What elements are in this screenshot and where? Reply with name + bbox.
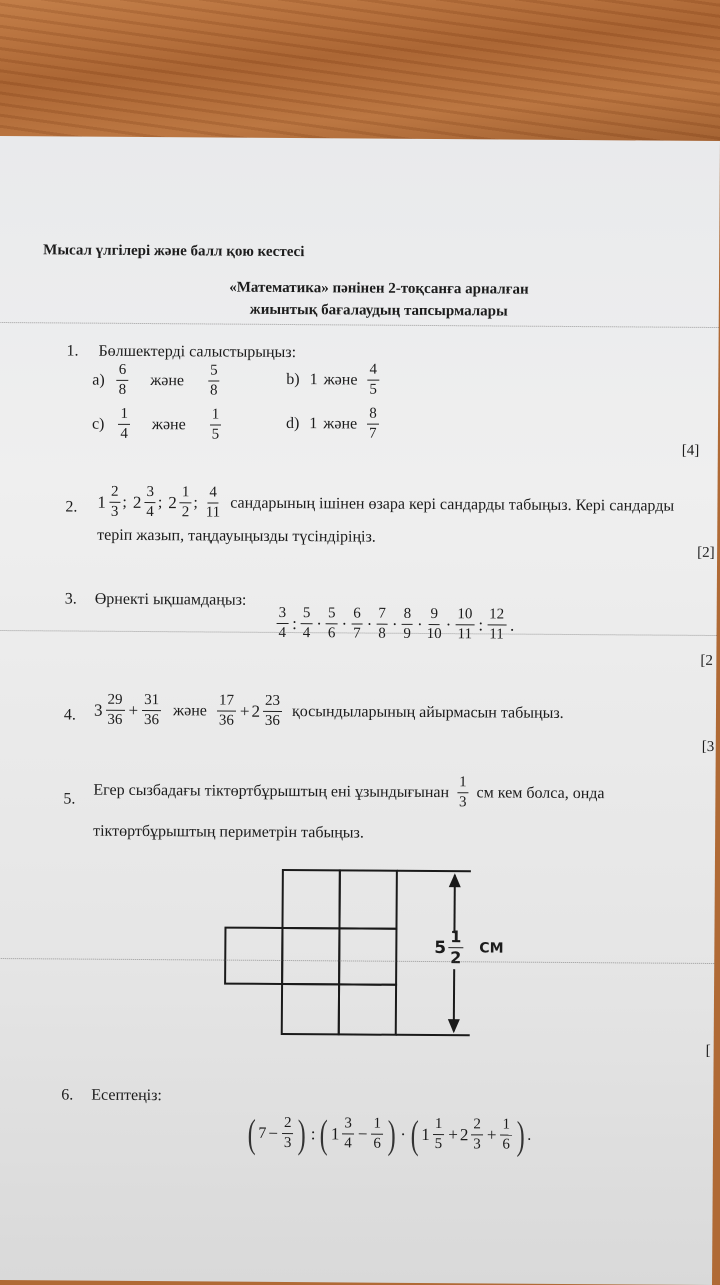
task4-fraction-2: $\frac{31}{36}$ — [142, 693, 161, 728]
task1-text: Бөлшектерді салыстырыңыз: — [98, 343, 296, 362]
task4-expression — [94, 693, 564, 731]
task4-plus: + — [128, 700, 138, 720]
task6-fraction: $\frac{2}{3}$ — [471, 1117, 483, 1152]
task1-d-fraction: $\frac{8}{7}$ — [367, 407, 379, 442]
task6-expression: ( 7 − $\frac{2}{3}$ ) : ( 1 $\frac{3}{4}$ − $\frac{1}{6}$ ) · ( 1 $\frac{1}{5}$ + 2 $\frac{2}{3}$ + $\frac{1}{6}$ ) . — [245, 1110, 532, 1159]
task4-points: [3 — [702, 739, 715, 756]
grid-cell — [282, 870, 339, 928]
task4-word: және — [173, 702, 207, 720]
worksheet-page — [0, 136, 720, 1285]
task2-fraction-4: $\frac{4}{11}$ — [204, 485, 223, 520]
task5-text-part2: см кем болса, онда — [477, 784, 605, 803]
task1-a-label: a) — [92, 371, 105, 389]
task2-mixed-1: 1 $\frac{2}{3}$ ; — [97, 485, 127, 520]
task1-b-fraction: $\frac{4}{5}$ — [367, 363, 379, 398]
task5-text-line2: тіктөртбұрыштың периметрін табыңыз. — [93, 823, 364, 843]
task5-fraction: $\frac{1}{3}$ — [457, 775, 469, 810]
task3-text: Өрнекті ықшамдаңыз: — [95, 591, 247, 610]
worksheet-subtitle: Мысал үлгілері және балл қою кестесі — [43, 242, 304, 261]
grid-cell — [339, 870, 396, 928]
task4-mixed-1: 3 $\frac{29}{36}$ — [94, 693, 127, 728]
grid-cell — [282, 928, 339, 984]
task6-fraction: $\frac{1}{6}$ — [371, 1117, 383, 1152]
grid-cell — [282, 984, 339, 1034]
task1-d-label: d) — [286, 415, 299, 433]
task1-c-word: және — [152, 416, 186, 434]
task1-b-label: b) — [286, 371, 299, 389]
worksheet-title-line2: жиынтық бағалаудың тапсырмалары — [0, 300, 720, 322]
task3-fraction: $\frac{7}{8}$ — [376, 607, 388, 642]
worksheet-title-line1: «Математика» пәнінен 2-тоқсанға арналған — [0, 278, 720, 300]
task6-fraction: $\frac{1}{6}$ — [500, 1118, 512, 1153]
task3-fraction: $\frac{10}{11}$ — [455, 607, 474, 642]
task4-plus: + — [240, 701, 250, 721]
task3-fraction: $\frac{9}{10}$ — [427, 607, 442, 642]
task1-a-fraction-2: $\frac{5}{8}$ — [208, 363, 220, 398]
task1-c-fraction-2: $\frac{1}{5}$ — [210, 407, 222, 442]
fold-line — [0, 322, 719, 328]
task6-text: Есептеңіз: — [91, 1087, 162, 1105]
task4-mixed-4: 2 $\frac{23}{36}$ — [251, 694, 284, 729]
task1-number: 1. — [66, 342, 78, 360]
task3-expression: $\frac{3}{4}$ : $\frac{5}{4}$ · $\frac{5}{6}$ · $\frac{6}{7}$ · $\frac{7}{8}$ · $\frac{8}{9}$ · $\frac{9}{10}$ · $\frac{10}{11}$ : $\frac{12}{11}$ . — [274, 606, 516, 643]
task1-c-label: c) — [92, 415, 105, 433]
task3-fraction: $\frac{5}{4}$ — [301, 606, 313, 641]
task2-text-line1: сандарының ішінен өзара кері сандарды табыңыз. Кері сандарды — [230, 494, 674, 515]
task1-d-whole: 1 — [309, 415, 317, 433]
grid-cell — [339, 928, 396, 984]
task4-text: қосындыларының айырмасын табыңыз. — [292, 703, 564, 723]
arrow-up-icon — [449, 873, 461, 887]
task3-points: [2 — [700, 653, 713, 670]
task2-points: [2] — [697, 545, 715, 562]
task2-mixed-3: 2 $\frac{1}{2}$ ; — [168, 485, 198, 520]
task5-points: [ — [706, 1043, 711, 1060]
task5-text-part1: Егер сызбадағы тіктөртбұрыштың ені ұзындығынан — [93, 781, 449, 801]
arrow-down-icon — [448, 1019, 460, 1033]
task6-fraction: $\frac{1}{5}$ — [433, 1117, 445, 1152]
task1-c — [92, 407, 224, 443]
task3-fraction: $\frac{3}{4}$ — [276, 606, 288, 641]
task2-mixed-2: 2 $\frac{3}{4}$ ; — [133, 485, 163, 520]
task1-a-word: және — [150, 372, 184, 390]
task1-b — [286, 362, 381, 398]
dimension-unit: СМ — [479, 940, 503, 956]
task3-fraction: $\frac{6}{7}$ — [351, 606, 363, 641]
dimension-fraction: $\frac{1}{2}$ — [448, 929, 463, 966]
task4-number: 4. — [64, 706, 76, 724]
task4-fraction-3: $\frac{17}{36}$ — [217, 694, 236, 729]
task1-a-fraction-1: $\frac{6}{8}$ — [117, 363, 129, 398]
task6-number: 6. — [61, 1086, 73, 1104]
task2-number: 2. — [65, 498, 77, 516]
task2-text-line2: теріп жазып, таңдауыңызды түсіндіріңіз. — [97, 527, 376, 547]
task1-b-word: және — [324, 371, 358, 389]
wooden-table — [0, 0, 720, 150]
task5-line1 — [93, 773, 604, 812]
task5-number: 5. — [63, 790, 75, 808]
task1-d-word: және — [323, 415, 357, 433]
dimension-whole: 5 — [434, 938, 446, 958]
grid-cell — [225, 928, 282, 984]
task3-fraction: $\frac{8}{9}$ — [401, 607, 413, 642]
task3-fraction: $\frac{12}{11}$ — [487, 607, 506, 642]
task1-c-fraction-1: $\frac{1}{4}$ — [118, 407, 130, 442]
task1-d — [286, 406, 381, 442]
task3-number: 3. — [65, 590, 77, 608]
task1-a — [92, 363, 222, 399]
task6-fraction: $\frac{3}{4}$ — [342, 1116, 354, 1151]
task1-b-whole: 1 — [310, 371, 318, 389]
task2-number-list — [97, 485, 674, 524]
grid-cell — [339, 984, 396, 1034]
task6-fraction: $\frac{2}{3}$ — [282, 1116, 294, 1151]
task1-points: [4] — [682, 443, 700, 460]
task3-fraction: $\frac{5}{6}$ — [326, 606, 338, 641]
